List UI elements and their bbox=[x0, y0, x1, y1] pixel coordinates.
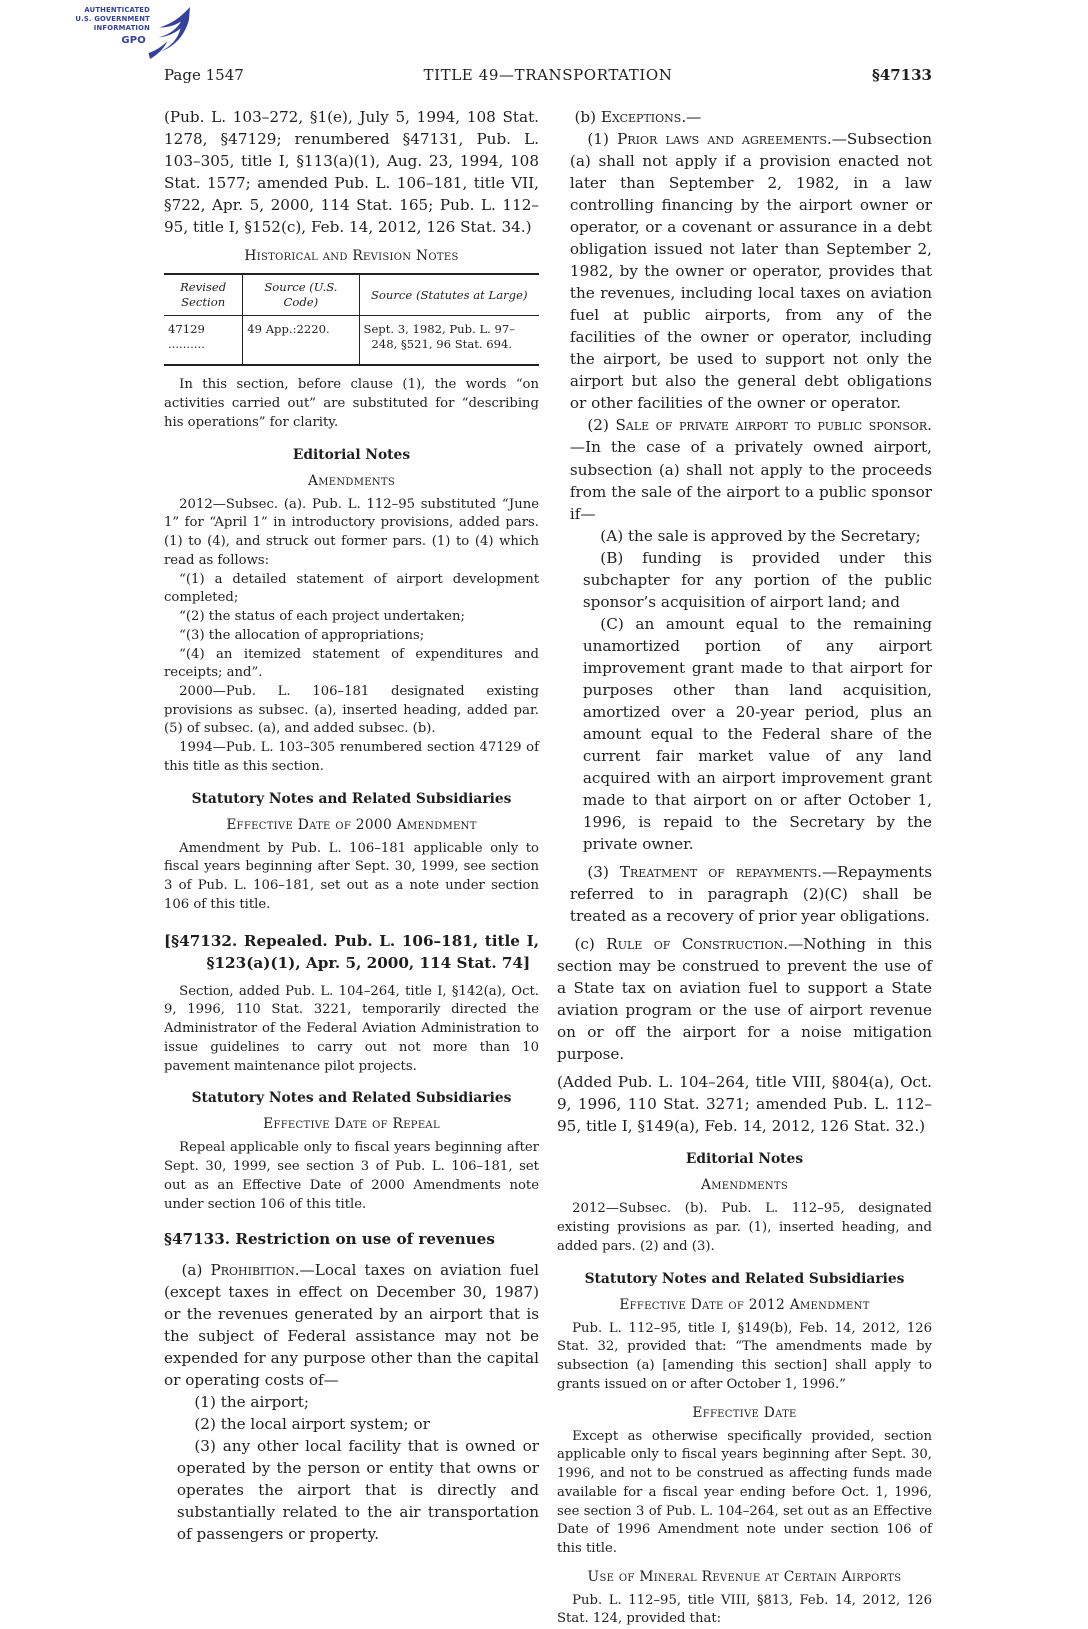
note-heading: Amendments bbox=[700, 1177, 789, 1194]
text-run: .— bbox=[681, 108, 702, 126]
statutory-subparagraph bbox=[557, 414, 932, 524]
note-paragraph: “(3) the allocation of appropriations; bbox=[179, 627, 425, 643]
small-caps-term: Prohibition bbox=[210, 1260, 295, 1279]
text-run: .—Nothing in this section may be construed to prevent the use of a State tax on aviation fuel to support a State aviation program or the use of airport revenue on or off the airport for a noise mitigation purpose. bbox=[557, 935, 933, 1064]
statutory-subparagraph: (2) the local airport system; or bbox=[194, 1414, 430, 1433]
repealed-section-heading: [§47132. Repealed. Pub. L. 106–181, title I, §123(a)(1), Apr. 5, 2000, 114 Stat. 74] bbox=[164, 931, 539, 972]
note-paragraph: 2012—Subsec. (b). Pub. L. 112–95, designated existing provisions as par. (1), inserted heading, and added pars. (2) and (3). bbox=[557, 1201, 932, 1254]
source-credit: (Added Pub. L. 104–264, title VIII, §804(a), Oct. 9, 1996, 110 Stat. 3271; amended Pub. L. 112–95, title I, §149(a), Feb. 14, 2012, 126 Stat. 32.) bbox=[557, 1073, 932, 1136]
note-heading: Effective Date of Repeal bbox=[263, 1116, 440, 1133]
note-paragraph: “(4) an itemized statement of expenditures and receipts; and”. bbox=[164, 646, 539, 681]
notes-group-heading: Editorial Notes bbox=[292, 446, 411, 463]
notes-group-heading: Editorial Notes bbox=[685, 1151, 804, 1168]
text-run: .—Repayments referred to in paragraph (2)(C) shall be treated as a recovery of prior year obligations. bbox=[569, 863, 932, 926]
text-run: (a) bbox=[181, 1260, 211, 1279]
table-header-cell: Source (U.S. Code) bbox=[243, 275, 359, 316]
table-header-cell: Source (Statutes at Large) bbox=[359, 275, 539, 316]
section-heading: §47133. Restriction on use of revenues bbox=[164, 1230, 495, 1249]
small-caps-term: Prior laws and agreements bbox=[617, 130, 827, 149]
table-header-cell: Revised Section bbox=[164, 275, 243, 316]
text-run: .—Subsection (a) shall not apply if a provision enacted not later than September 2, 1982, in a law controlling financing by the airport owner or operator, or a covenant or assurance in a debt obligation issued not later than September 2, 1982, by the owner or operator, provides that the revenues, including local taxes on aviation fuel at public airports, from any of the facilities of the owner or operator, including the airport, be used to support not only the airport but also the general debt obligations or other facilities of the owner or operator. bbox=[569, 130, 933, 413]
note-paragraph: Pub. L. 112–95, title VIII, §813, Feb. 14, 2012, 126 Stat. 124, provided that: bbox=[557, 1592, 932, 1627]
text-run: (2) bbox=[587, 416, 616, 435]
statutory-clause: (B) funding is provided under this subchapter for any portion of the public sponsor’s acquisition of airport land; and bbox=[582, 548, 932, 611]
page-header bbox=[164, 66, 932, 84]
text-run: (c) bbox=[574, 935, 607, 954]
right-column bbox=[557, 100, 932, 1629]
note-heading: Effective Date of 2012 Amendment bbox=[619, 1296, 870, 1313]
notes-group-heading: Statutory Notes and Related Subsidiaries bbox=[191, 790, 512, 807]
page-number: Page 1547 bbox=[164, 66, 244, 84]
note-paragraph: Except as otherwise specifically provided, section applicable only to fiscal years beginning after Sept. 30, 1996, and not to be construed as affecting funds made available for a fiscal year ending before Oct. 1, 1996, see section 3 of Pub. L. 104–264, set out as an Effective Date of 1996 Amendment note under section 106 of this title. bbox=[557, 1428, 932, 1556]
gpo-eagle-icon bbox=[146, 6, 192, 60]
note-paragraph: Section, added Pub. L. 104–264, title I, §142(a), Oct. 9, 1996, 110 Stat. 3221, temporarily directed the Administrator of the Federal Aviation Administration to issue guidelines to carry out not more than 10 pavement maintenance pilot projects. bbox=[164, 983, 539, 1074]
statutory-subparagraph bbox=[557, 128, 932, 414]
note-paragraph: In this section, before clause (1), the words “on activities carried out” are substituted for “describing his operations” for clarity. bbox=[164, 377, 539, 430]
running-title: TITLE 49—TRANSPORTATION bbox=[423, 66, 673, 84]
small-caps-term: Treatment of repayments bbox=[619, 863, 818, 882]
note-paragraph: 2000—Pub. L. 106–181 designated existing provisions as subsec. (a), inserted heading, added par. (5) of subsec. (a), and added subsec. (b). bbox=[164, 683, 539, 737]
statutory-paragraph bbox=[164, 1259, 539, 1391]
note-paragraph: Pub. L. 112–95, title I, §149(b), Feb. 14, 2012, 126 Stat. 32, provided that: “The amendments made by subsection (a) [amending this section] shall apply to grants issued on or after October 1, 1996.” bbox=[557, 1320, 932, 1392]
note-paragraph: “(1) a detailed statement of airport development completed; bbox=[164, 571, 539, 606]
text-run: (3) bbox=[587, 863, 620, 882]
small-caps-term: Sale of private airport to public sponsor bbox=[615, 416, 928, 435]
note-heading: Amendments bbox=[307, 472, 396, 489]
source-credit: (Pub. L. 103–272, §1(e), July 5, 1994, 108 Stat. 1278, §47129; renumbered §47131, Pub. L. 103–305, title I, §113(a)(1), Aug. 23, 1994, 108 Stat. 1577; amended Pub. L. 106–181, title VII, §722, Apr. 5, 2000, 114 Stat. 165; Pub. L. 112–95, title I, §152(c), Feb. 14, 2012, 126 Stat. 34.) bbox=[164, 108, 539, 237]
revision-notes-table bbox=[164, 273, 539, 366]
statutory-paragraph bbox=[557, 933, 932, 1065]
note-heading: Effective Date of 2000 Amendment bbox=[226, 816, 477, 833]
note-heading: Use of Mineral Revenue at Certain Airports bbox=[587, 1568, 902, 1585]
statutory-subparagraph bbox=[557, 861, 932, 927]
table-cell: 49 App.:2220. bbox=[243, 316, 359, 365]
text-run: .—In the case of a privately owned airport, subsection (a) shall not apply to the proceeds from the sale of the airport to a public sponsor if— bbox=[569, 416, 932, 523]
table-cell: 47129 .......... bbox=[168, 322, 205, 352]
note-paragraph: 2012—Subsec. (a). Pub. L. 112–95 substituted “June 1” for “April 1” in introductory provisions, added pars. (1) to (4), and struck out former pars. (1) to (4) which read as follows: bbox=[164, 496, 539, 568]
note-paragraph: 1994—Pub. L. 103–305 renumbered section 47129 of this title as this section. bbox=[164, 740, 539, 774]
statutory-clause: (A) the sale is approved by the Secretary; bbox=[600, 526, 921, 545]
notes-group-heading: Statutory Notes and Related Subsidiaries bbox=[191, 1090, 512, 1107]
statutory-subparagraph: (1) the airport; bbox=[194, 1392, 309, 1411]
small-caps-term: Exceptions bbox=[600, 108, 682, 126]
text-run: (b) bbox=[574, 108, 601, 126]
statutory-paragraph bbox=[557, 106, 932, 128]
note-paragraph: Repeal applicable only to fiscal years beginning after Sept. 30, 1999, see section 3 of Pub. L. 106–181, set out as an Effective Date of 2000 Amendments note under section 106 of this title. bbox=[164, 1140, 539, 1212]
text-run: (1) bbox=[587, 130, 618, 149]
logo-text-line: INFORMATION bbox=[93, 23, 150, 32]
note-paragraph: Amendment by Pub. L. 106–181 applicable only to fiscal years beginning after Sept. 30, 1999, see section 3 of Pub. L. 106–181, set out as a note under section 106 of this title. bbox=[164, 840, 539, 912]
note-paragraph: “(2) the status of each project undertaken; bbox=[179, 609, 465, 625]
note-heading: Historical and Revision Notes bbox=[244, 248, 459, 265]
small-caps-term: Rule of Construction bbox=[606, 935, 784, 954]
table-cell: Sept. 3, 1982, Pub. L. 97–248, §521, 96 Stat. 694. bbox=[359, 316, 539, 365]
gpo-authentication-text bbox=[64, 6, 150, 47]
notes-group-heading: Statutory Notes and Related Subsidiaries bbox=[584, 1270, 905, 1287]
text-run: .—Local taxes on aviation fuel (except taxes in effect on December 30, 1987) or the revenues generated by an airport that is the subject of Federal assistance may not be expended for any purpose other than the capital or operating costs of— bbox=[164, 1260, 539, 1389]
gpo-label: GPO bbox=[121, 35, 146, 47]
logo-text-line: U.S. GOVERNMENT bbox=[75, 14, 150, 23]
statutory-subparagraph: (3) any other local facility that is owned or operated by the person or entity that owns or operates the airport that is directly and substantially related to the air transportation of passengers or property. bbox=[176, 1436, 539, 1543]
note-heading: Effective Date bbox=[692, 1404, 797, 1421]
statutory-clause: (C) an amount equal to the remaining unamortized portion of any airport improvement grant made to that airport for purposes other than land acquisition, amortized over a 20-year period, plus an amount equal to the Federal share of the current fair market value of any land acquired with an airport improvement grant made to that airport on or after October 1, 1996, is repaid to the Secretary by the private owner. bbox=[582, 614, 932, 854]
logo-text-line: AUTHENTICATED bbox=[84, 6, 150, 14]
left-column bbox=[164, 100, 539, 1629]
gpo-authentication-logo bbox=[64, 6, 192, 60]
section-ref: §47133 bbox=[871, 66, 932, 84]
two-column-layout bbox=[164, 100, 932, 1629]
